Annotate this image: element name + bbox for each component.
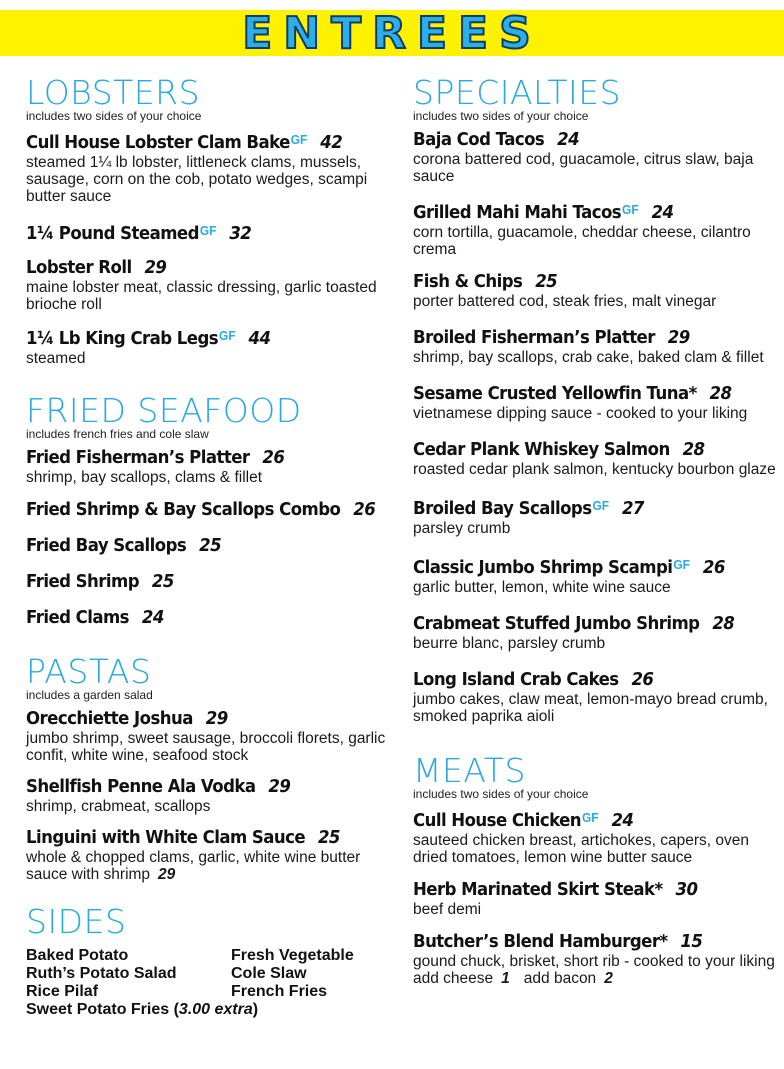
- menu-item: [413, 931, 778, 987]
- section-note: includes a garden salad: [26, 688, 153, 702]
- menu-item: [413, 327, 778, 366]
- item-name: Cedar Plank Whiskey Salmon: [413, 439, 670, 460]
- item-description: porter battered cod, steak fries, malt vinegar: [413, 293, 717, 310]
- item-description: vietnamese dipping sauce - cooked to your liking: [413, 405, 748, 422]
- item-price: 24: [651, 202, 674, 223]
- menu-item: [26, 447, 386, 486]
- section-lobsters: [26, 73, 386, 367]
- item-price: 26: [631, 669, 654, 690]
- item-price: 24: [611, 810, 634, 831]
- gluten-free-badge: GF: [199, 223, 217, 238]
- item-price: 29: [268, 776, 291, 797]
- section-note: includes two sides of your choice: [413, 109, 589, 123]
- section-note: includes french fries and cole slaw: [26, 427, 209, 441]
- item-name: Fried Bay Scallops: [26, 535, 187, 556]
- item-description: corona battered cod, guacamole, citrus slaw, baja sauce: [413, 151, 754, 185]
- item-price: 30: [675, 879, 698, 900]
- menu-item: [26, 708, 386, 764]
- menu-item: [413, 495, 778, 537]
- side-item: Rice Pilaf: [26, 983, 99, 1000]
- item-price: 42: [320, 132, 343, 153]
- item-name: Baja Cod Tacos: [413, 129, 545, 150]
- left-column: [26, 73, 386, 1019]
- menu-item: [413, 554, 778, 596]
- item-price: 29: [205, 708, 228, 729]
- side-item: Cole Slaw: [231, 965, 307, 982]
- item-price: 28: [712, 613, 735, 634]
- item-description: corn tortilla, guacamole, cheddar cheese, cilantro crema: [413, 224, 751, 258]
- page-title: ENTREES: [242, 8, 542, 59]
- addon-price: 1: [501, 970, 510, 987]
- item-addons: [413, 970, 778, 987]
- menu-item: [26, 499, 386, 521]
- item-name: Herb Marinated Skirt Steak*: [413, 879, 663, 900]
- side-item: [26, 1001, 391, 1019]
- section-title: PASTAS: [26, 652, 152, 691]
- item-price: 29: [667, 327, 690, 348]
- section-title: FRIED SEAFOOD: [26, 391, 302, 430]
- item-name: Fried Shrimp & Bay Scallops Combo: [26, 499, 341, 520]
- menu-item: [413, 613, 778, 652]
- menu-item: [413, 669, 778, 725]
- item-name: 1¼ Lb King Crab Legs: [26, 328, 219, 349]
- item-price: 28: [682, 439, 705, 460]
- item-name: Cull House Lobster Clam Bake: [26, 132, 290, 153]
- item-price: 44: [248, 328, 271, 349]
- item-price: 25: [317, 827, 340, 848]
- item-description: shrimp, bay scallops, crab cake, baked clam & fillet: [413, 349, 764, 366]
- item-price: 28: [709, 383, 732, 404]
- side-item-close: ): [252, 1001, 259, 1018]
- item-description: [26, 849, 386, 883]
- menu-item: [26, 220, 386, 245]
- menu-item: [26, 571, 386, 593]
- section-meats: [413, 751, 778, 987]
- item-name: Broiled Bay Scallops: [413, 498, 592, 519]
- item-price: 29: [144, 257, 167, 278]
- item-description: parsley crumb: [413, 520, 511, 537]
- item-price: 25: [199, 535, 222, 556]
- side-item: Fresh Vegetable: [231, 947, 354, 964]
- section-note: includes two sides of your choice: [413, 787, 589, 801]
- gluten-free-badge: GF: [219, 328, 236, 343]
- side-item-extra: 3.00 extra: [178, 1001, 253, 1018]
- section-pastas: [26, 652, 386, 883]
- item-extra-price: 29: [158, 866, 176, 883]
- item-price: 24: [141, 607, 164, 628]
- section-title: LOBSTERS: [26, 73, 201, 112]
- menu-item: [413, 129, 778, 185]
- item-name: Fried Clams: [26, 607, 129, 628]
- item-price: 15: [680, 931, 703, 952]
- side-item-name: Sweet Potato Fries (: [26, 1001, 179, 1018]
- header-banner: [0, 8, 784, 59]
- section-specialties: [413, 73, 778, 725]
- section-title: SIDES: [26, 902, 127, 941]
- side-item: Ruth’s Potato Salad: [26, 965, 177, 982]
- addon-price: 2: [604, 970, 613, 987]
- item-description: jumbo shrimp, sweet sausage, broccoli florets, garlic confit, white wine, seafood stock: [26, 730, 386, 764]
- item-description: maine lobster meat, classic dressing, garlic toasted brioche roll: [26, 279, 377, 313]
- item-name: 1¼ Pound Steamed: [26, 223, 199, 244]
- menu-item: [26, 827, 386, 883]
- section-fried-seafood: [26, 391, 386, 629]
- item-description: garlic butter, lemon, white wine sauce: [413, 579, 671, 596]
- menu-item: [413, 271, 778, 310]
- item-name: Fried Fisherman’s Platter: [26, 447, 250, 468]
- menu-item: [26, 776, 386, 815]
- item-price: 26: [262, 447, 285, 468]
- item-name: Crabmeat Stuffed Jumbo Shrimp: [413, 613, 700, 634]
- item-description: gound chuck, brisket, short rib - cooked to your liking: [413, 953, 775, 970]
- item-name: Cull House Chicken: [413, 810, 582, 831]
- item-description: shrimp, crabmeat, scallops: [26, 798, 211, 815]
- side-item: French Fries: [231, 983, 328, 1000]
- item-description-text: whole & chopped clams, garlic, white wine butter sauce with shrimp: [26, 849, 361, 883]
- item-name: Broiled Fisherman’s Platter: [413, 327, 655, 348]
- item-description: roasted cedar plank salmon, kentucky bourbon glaze: [413, 461, 776, 478]
- section-note: includes two sides of your choice: [26, 109, 202, 123]
- section-sides: [26, 902, 386, 1019]
- item-name: Orecchiette Joshua: [26, 708, 193, 729]
- menu-item: [413, 383, 778, 422]
- menu-item: [26, 325, 386, 367]
- item-description: shrimp, bay scallops, clams & fillet: [26, 469, 263, 486]
- addon-label: add cheese: [413, 970, 494, 987]
- item-name: Classic Jumbo Shrimp Scampi: [413, 557, 673, 578]
- menu-item: [413, 199, 778, 258]
- menu-item: [413, 879, 778, 918]
- item-description: steamed 1¼ lb lobster, littleneck clams, mussels, sausage, corn on the cob, potato wedges, scampi butter sauce: [26, 154, 368, 205]
- item-description: beurre blanc, parsley crumb: [413, 635, 606, 652]
- sides-list: [26, 947, 386, 1019]
- side-item: Baked Potato: [26, 947, 129, 964]
- gluten-free-badge: GF: [592, 498, 610, 513]
- item-name: Long Island Crab Cakes: [413, 669, 619, 690]
- item-description: sauteed chicken breast, artichokes, capers, oven dried tomatoes, lemon wine butter sauce: [413, 832, 750, 866]
- section-title: MEATS: [413, 751, 526, 790]
- item-name: Shellfish Penne Ala Vodka: [26, 776, 256, 797]
- menu-item: [413, 439, 778, 478]
- item-price: 25: [151, 571, 174, 592]
- item-price: 32: [229, 223, 252, 244]
- item-name: Fish & Chips: [413, 271, 523, 292]
- gluten-free-badge: GF: [622, 202, 639, 217]
- item-name: Lobster Roll: [26, 257, 132, 278]
- item-price: 26: [702, 557, 725, 578]
- menu-item: [26, 607, 386, 629]
- item-name: Linguini with White Clam Sauce: [26, 827, 306, 848]
- item-description: jumbo cakes, claw meat, lemon-mayo bread crumb, smoked paprika aioli: [413, 691, 768, 725]
- item-name: Butcher’s Blend Hamburger*: [413, 931, 668, 952]
- item-description: steamed: [26, 350, 86, 367]
- gluten-free-badge: GF: [290, 132, 308, 147]
- item-price: 25: [535, 271, 558, 292]
- section-title: SPECIALTIES: [413, 73, 622, 112]
- right-column: [413, 73, 778, 987]
- item-name: Grilled Mahi Mahi Tacos: [413, 202, 622, 223]
- item-price: 27: [621, 498, 644, 519]
- item-name: Sesame Crusted Yellowfin Tuna*: [413, 383, 697, 404]
- addon-label: add bacon: [523, 970, 597, 987]
- item-price: 24: [557, 129, 580, 150]
- item-description: beef demi: [413, 901, 482, 918]
- menu-item: [26, 129, 386, 205]
- menu-item: [26, 257, 386, 313]
- menu-item: [26, 535, 386, 557]
- item-name: Fried Shrimp: [26, 571, 140, 592]
- item-price: 26: [353, 499, 376, 520]
- gluten-free-badge: GF: [581, 810, 599, 825]
- gluten-free-badge: GF: [673, 557, 690, 572]
- menu-item: [413, 807, 778, 866]
